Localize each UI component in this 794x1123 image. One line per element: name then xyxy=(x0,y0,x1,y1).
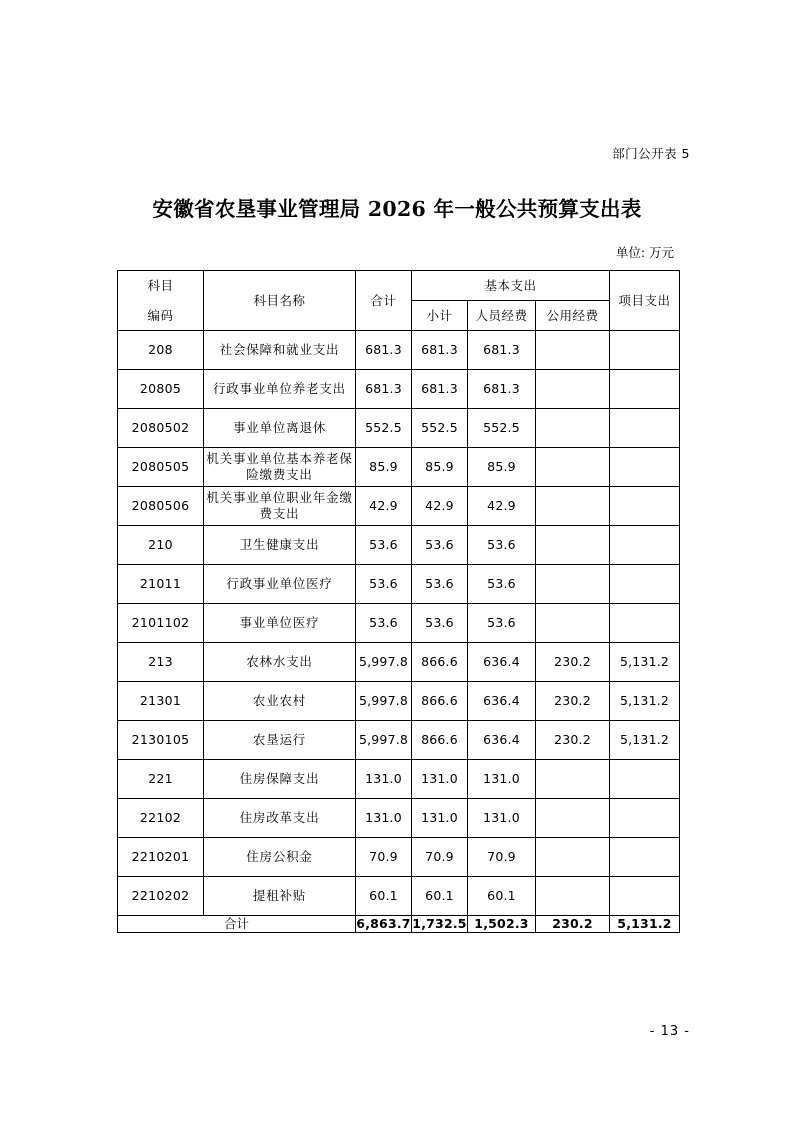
cell-total: 70.9 xyxy=(356,838,412,877)
cell-total: 552.5 xyxy=(356,409,412,448)
cell-total: 5,997.8 xyxy=(356,721,412,760)
header-project: 项目支出 xyxy=(610,271,680,331)
cell-public: 230.2 xyxy=(536,682,610,721)
cell-project: 5,131.2 xyxy=(610,643,680,682)
cell-public: 230.2 xyxy=(536,721,610,760)
cell-total: 5,997.8 xyxy=(356,643,412,682)
header-name: 科目名称 xyxy=(204,271,356,331)
cell-public xyxy=(536,409,610,448)
cell-personnel: 53.6 xyxy=(468,565,536,604)
cell-personnel: 552.5 xyxy=(468,409,536,448)
cell-code: 213 xyxy=(118,643,204,682)
cell-code: 221 xyxy=(118,760,204,799)
table-row xyxy=(118,487,680,526)
cell-name: 行政事业单位医疗 xyxy=(204,565,356,604)
cell-public xyxy=(536,526,610,565)
cell-personnel: 60.1 xyxy=(468,877,536,916)
cell-personnel: 636.4 xyxy=(468,721,536,760)
cell-name: 农业农村 xyxy=(204,682,356,721)
cell-personnel: 131.0 xyxy=(468,760,536,799)
cell-code: 2080506 xyxy=(118,487,204,526)
header-code-line1: 科目 xyxy=(147,277,174,293)
cell-name: 提租补贴 xyxy=(204,877,356,916)
cell-code: 2210201 xyxy=(118,838,204,877)
table-row xyxy=(118,838,680,877)
cell-total: 53.6 xyxy=(356,526,412,565)
cell-code: 2080505 xyxy=(118,448,204,487)
cell-total-label: 合计 xyxy=(118,916,356,933)
cell-name: 农垦运行 xyxy=(204,721,356,760)
cell-code: 210 xyxy=(118,526,204,565)
table-row xyxy=(118,604,680,643)
cell-project: 5,131.2 xyxy=(610,682,680,721)
cell-project xyxy=(610,448,680,487)
cell-total: 681.3 xyxy=(356,370,412,409)
cell-public xyxy=(536,487,610,526)
cell-basic-subtotal: 1,732.5 xyxy=(412,916,467,931)
page-title: 安徽省农垦事业管理局 2026 年一般公共预算支出表 xyxy=(152,197,642,221)
header-basic-expenditure: 基本支出 xyxy=(412,271,610,301)
table-row xyxy=(118,526,680,565)
cell-name: 机关事业单位基本养老保险缴费支出 xyxy=(204,448,356,487)
cell-personnel: 53.6 xyxy=(468,604,536,643)
unit-note: 单位: 万元 xyxy=(615,245,674,260)
cell-project xyxy=(610,760,680,799)
cell-project xyxy=(610,604,680,643)
cell-personnel: 1,502.3 xyxy=(468,916,536,933)
cell-basic-subtotal: 552.5 xyxy=(412,409,468,448)
cell-project xyxy=(610,331,680,370)
cell-code: 21301 xyxy=(118,682,204,721)
cell-public xyxy=(536,838,610,877)
cell-code: 2080502 xyxy=(118,409,204,448)
cell-total: 53.6 xyxy=(356,565,412,604)
cell-basic-subtotal: 681.3 xyxy=(412,370,468,409)
cell-total: 5,997.8 xyxy=(356,682,412,721)
cell-total: 131.0 xyxy=(356,799,412,838)
cell-personnel: 636.4 xyxy=(468,682,536,721)
cell-public xyxy=(536,331,610,370)
header-basic-subtotal: 小计 xyxy=(412,301,468,331)
cell-name: 住房改革支出 xyxy=(204,799,356,838)
cell-name: 社会保障和就业支出 xyxy=(204,331,356,370)
cell-personnel: 636.4 xyxy=(468,643,536,682)
cell-project xyxy=(610,526,680,565)
cell-personnel: 681.3 xyxy=(468,370,536,409)
cell-total: 85.9 xyxy=(356,448,412,487)
cell-basic-subtotal: 53.6 xyxy=(412,565,468,604)
cell-total: 60.1 xyxy=(356,877,412,916)
table-row xyxy=(118,370,680,409)
header-code-line2: 编码 xyxy=(147,307,174,323)
cell-personnel: 42.9 xyxy=(468,487,536,526)
table-row xyxy=(118,409,680,448)
cell-basic-subtotal: 866.6 xyxy=(412,721,468,760)
cell-name: 住房保障支出 xyxy=(204,760,356,799)
cell-code: 22102 xyxy=(118,799,204,838)
table-body xyxy=(118,331,680,933)
table-row xyxy=(118,682,680,721)
table-row xyxy=(118,331,680,370)
cell-public xyxy=(536,565,610,604)
table-row xyxy=(118,760,680,799)
cell-public: 230.2 xyxy=(536,916,610,933)
cell-public xyxy=(536,448,610,487)
cell-personnel: 85.9 xyxy=(468,448,536,487)
cell-code: 2130105 xyxy=(118,721,204,760)
cell-project xyxy=(610,370,680,409)
cell-basic-subtotal: 42.9 xyxy=(412,487,468,526)
table-row xyxy=(118,721,680,760)
cell-name: 事业单位离退休 xyxy=(204,409,356,448)
cell-basic-subtotal: 70.9 xyxy=(412,838,468,877)
cell-name: 事业单位医疗 xyxy=(204,604,356,643)
table-row xyxy=(118,877,680,916)
cell-total: 53.6 xyxy=(356,604,412,643)
page-number: - 13 - xyxy=(649,1024,690,1039)
cell-total: 6,863.7 xyxy=(356,916,411,931)
cell-total: 42.9 xyxy=(356,487,412,526)
table-row xyxy=(118,448,680,487)
cell-public xyxy=(536,877,610,916)
cell-basic-subtotal: 866.6 xyxy=(412,643,468,682)
cell-personnel: 53.6 xyxy=(468,526,536,565)
cell-code: 20805 xyxy=(118,370,204,409)
cell-project xyxy=(610,877,680,916)
cell-basic-subtotal: 53.6 xyxy=(412,526,468,565)
cell-project xyxy=(610,565,680,604)
cell-basic-subtotal: 60.1 xyxy=(412,877,468,916)
cell-personnel: 131.0 xyxy=(468,799,536,838)
cell-project xyxy=(610,838,680,877)
header-note: 部门公开表 5 xyxy=(612,146,690,161)
cell-public: 230.2 xyxy=(536,643,610,682)
table-total-row xyxy=(118,916,680,933)
cell-personnel: 681.3 xyxy=(468,331,536,370)
table-row xyxy=(118,643,680,682)
cell-project xyxy=(610,799,680,838)
table-row xyxy=(118,565,680,604)
cell-project xyxy=(610,409,680,448)
cell-total: 131.0 xyxy=(356,760,412,799)
header-public: 公用经费 xyxy=(536,301,610,331)
cell-project: 5,131.2 xyxy=(610,916,680,933)
cell-basic-subtotal: 681.3 xyxy=(412,331,468,370)
cell-project: 5,131.2 xyxy=(610,721,680,760)
header-personnel: 人员经费 xyxy=(468,301,536,331)
cell-total: 681.3 xyxy=(356,331,412,370)
cell-basic-subtotal: 131.0 xyxy=(412,799,468,838)
cell-name: 机关事业单位职业年金缴费支出 xyxy=(204,487,356,526)
cell-name: 住房公积金 xyxy=(204,838,356,877)
cell-basic-subtotal: 131.0 xyxy=(412,760,468,799)
cell-public xyxy=(536,760,610,799)
budget-table xyxy=(117,270,680,933)
cell-public xyxy=(536,799,610,838)
cell-code: 2210202 xyxy=(118,877,204,916)
cell-name: 行政事业单位养老支出 xyxy=(204,370,356,409)
cell-public xyxy=(536,604,610,643)
cell-basic-subtotal: 85.9 xyxy=(412,448,468,487)
cell-personnel: 70.9 xyxy=(468,838,536,877)
cell-project xyxy=(610,487,680,526)
cell-code: 2101102 xyxy=(118,604,204,643)
cell-code: 208 xyxy=(118,331,204,370)
cell-basic-subtotal: 53.6 xyxy=(412,604,468,643)
cell-name: 农林水支出 xyxy=(204,643,356,682)
cell-code: 21011 xyxy=(118,565,204,604)
header-total: 合计 xyxy=(356,271,412,331)
header-code xyxy=(118,271,204,331)
cell-name: 卫生健康支出 xyxy=(204,526,356,565)
table-row xyxy=(118,799,680,838)
cell-public xyxy=(536,370,610,409)
cell-basic-subtotal: 866.6 xyxy=(412,682,468,721)
